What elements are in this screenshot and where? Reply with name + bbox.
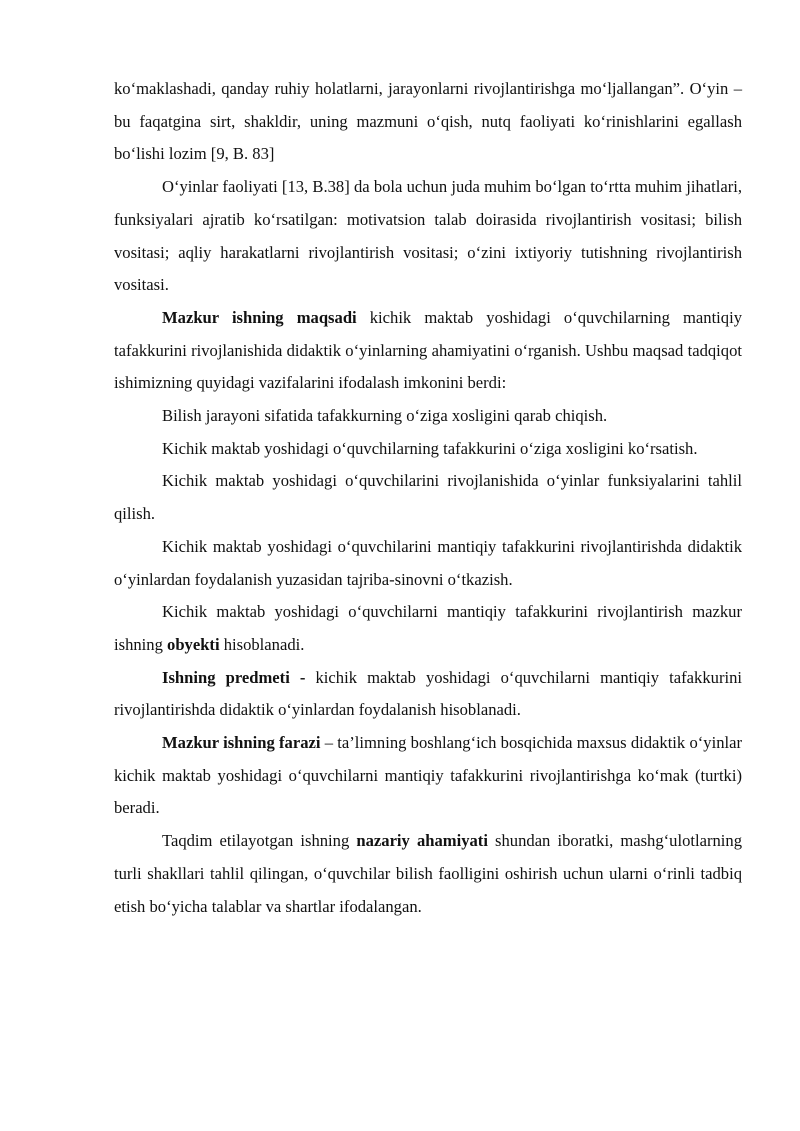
paragraph bbox=[114, 171, 742, 302]
bold-term: Mazkur ishning maqsadi bbox=[162, 307, 357, 327]
text-run: shundan iboratki, mashg‘ulotlarning turli shakllari tahlil qilingan, o‘quvchilar bilish faolligini oshirish uchun ularni o‘rinli tadbiq etish bo‘yicha talablar va shartlar ifodalangan. bbox=[114, 831, 742, 916]
paragraph bbox=[114, 73, 742, 171]
paragraph bbox=[114, 662, 742, 727]
paragraph bbox=[114, 433, 742, 466]
text-run: Kichik maktab yoshidagi o‘quvchilarini rivojlanishida o‘yinlar funksiyalarini tahlil qilish. bbox=[114, 471, 742, 524]
text-run: Taqdim etilayotgan ishning bbox=[162, 831, 357, 851]
text-run: Kichik maktab yoshidagi o‘quvchilarni mantiqiy tafakkurini rivojlantirish mazkur ishning bbox=[114, 602, 742, 654]
text-run: Kichik maktab yoshidagi o‘quvchilarning tafakkurini o‘ziga xosligini ko‘rsatish. bbox=[162, 438, 698, 458]
paragraph bbox=[114, 400, 742, 433]
paragraph bbox=[114, 465, 742, 530]
text-run: ko‘maklashadi, qanday ruhiy holatlarni, jarayonlarni rivojlantirishga mo‘ljallangan”. O‘yin – bu faqatgina sirt, shakldir, uning mazmuni o‘qish, nutq faoliyati ko‘rinishlarini egallash bo‘lishi lozim [9, B. 83] bbox=[114, 79, 742, 164]
body-text bbox=[114, 73, 742, 923]
text-run: kichik maktab yoshidagi o‘quvchilarni mantiqiy tafakkurini rivojlantirishda didaktik o‘yinlardan foydalanish hisoblanadi. bbox=[114, 667, 742, 720]
paragraph bbox=[114, 302, 742, 400]
text-run: – ta’limning boshlang‘ich bosqichida maxsus didaktik o‘yinlar kichik maktab yoshidagi o‘quvchilarni mantiqiy tafakkurini rivojlantirishga ko‘mak (turtki) beradi. bbox=[114, 733, 742, 818]
text-run: hisoblanadi. bbox=[219, 634, 305, 654]
paragraph bbox=[114, 727, 742, 825]
paragraph bbox=[114, 531, 742, 596]
bold-term: Mazkur ishning farazi bbox=[162, 733, 321, 753]
bold-term: Ishning predmeti - bbox=[162, 667, 306, 687]
text-run: O‘yinlar faoliyati [13, B.38] da bola uchun juda muhim bo‘lgan to‘rtta muhim jihatlari, funksiyalari ajratib ko‘rsatilgan: motivatsion talab doirasida rivojlantirish vositasi; bilish vositasi; aqliy harakatlarni rivojlantirish vositasi; o‘zini ixtiyoriy tutishning rivojlantirish vositasi. bbox=[114, 177, 742, 295]
paragraph bbox=[114, 825, 742, 923]
bold-term: nazariy ahamiyati bbox=[356, 831, 488, 851]
bold-term: obyekti bbox=[167, 634, 220, 654]
text-run: Kichik maktab yoshidagi o‘quvchilarini mantiqiy tafakkurini rivojlantirishda didaktik o‘yinlardan foydalanish yuzasidan tajriba-sinovni o‘tkazish. bbox=[114, 536, 742, 589]
paragraph bbox=[114, 596, 742, 661]
text-run: kichik maktab yoshidagi o‘quvchilarning mantiqiy tafakkurini rivojlanishida didaktik o‘yinlarning ahamiyatini o‘rganish. Ushbu maqsad tadqiqot ishimizning quyidagi vazifalarini ifodalash imkonini berdi: bbox=[114, 307, 742, 393]
text-run: Bilish jarayoni sifatida tafakkurning o‘ziga xosligini qarab chiqish. bbox=[162, 406, 608, 426]
